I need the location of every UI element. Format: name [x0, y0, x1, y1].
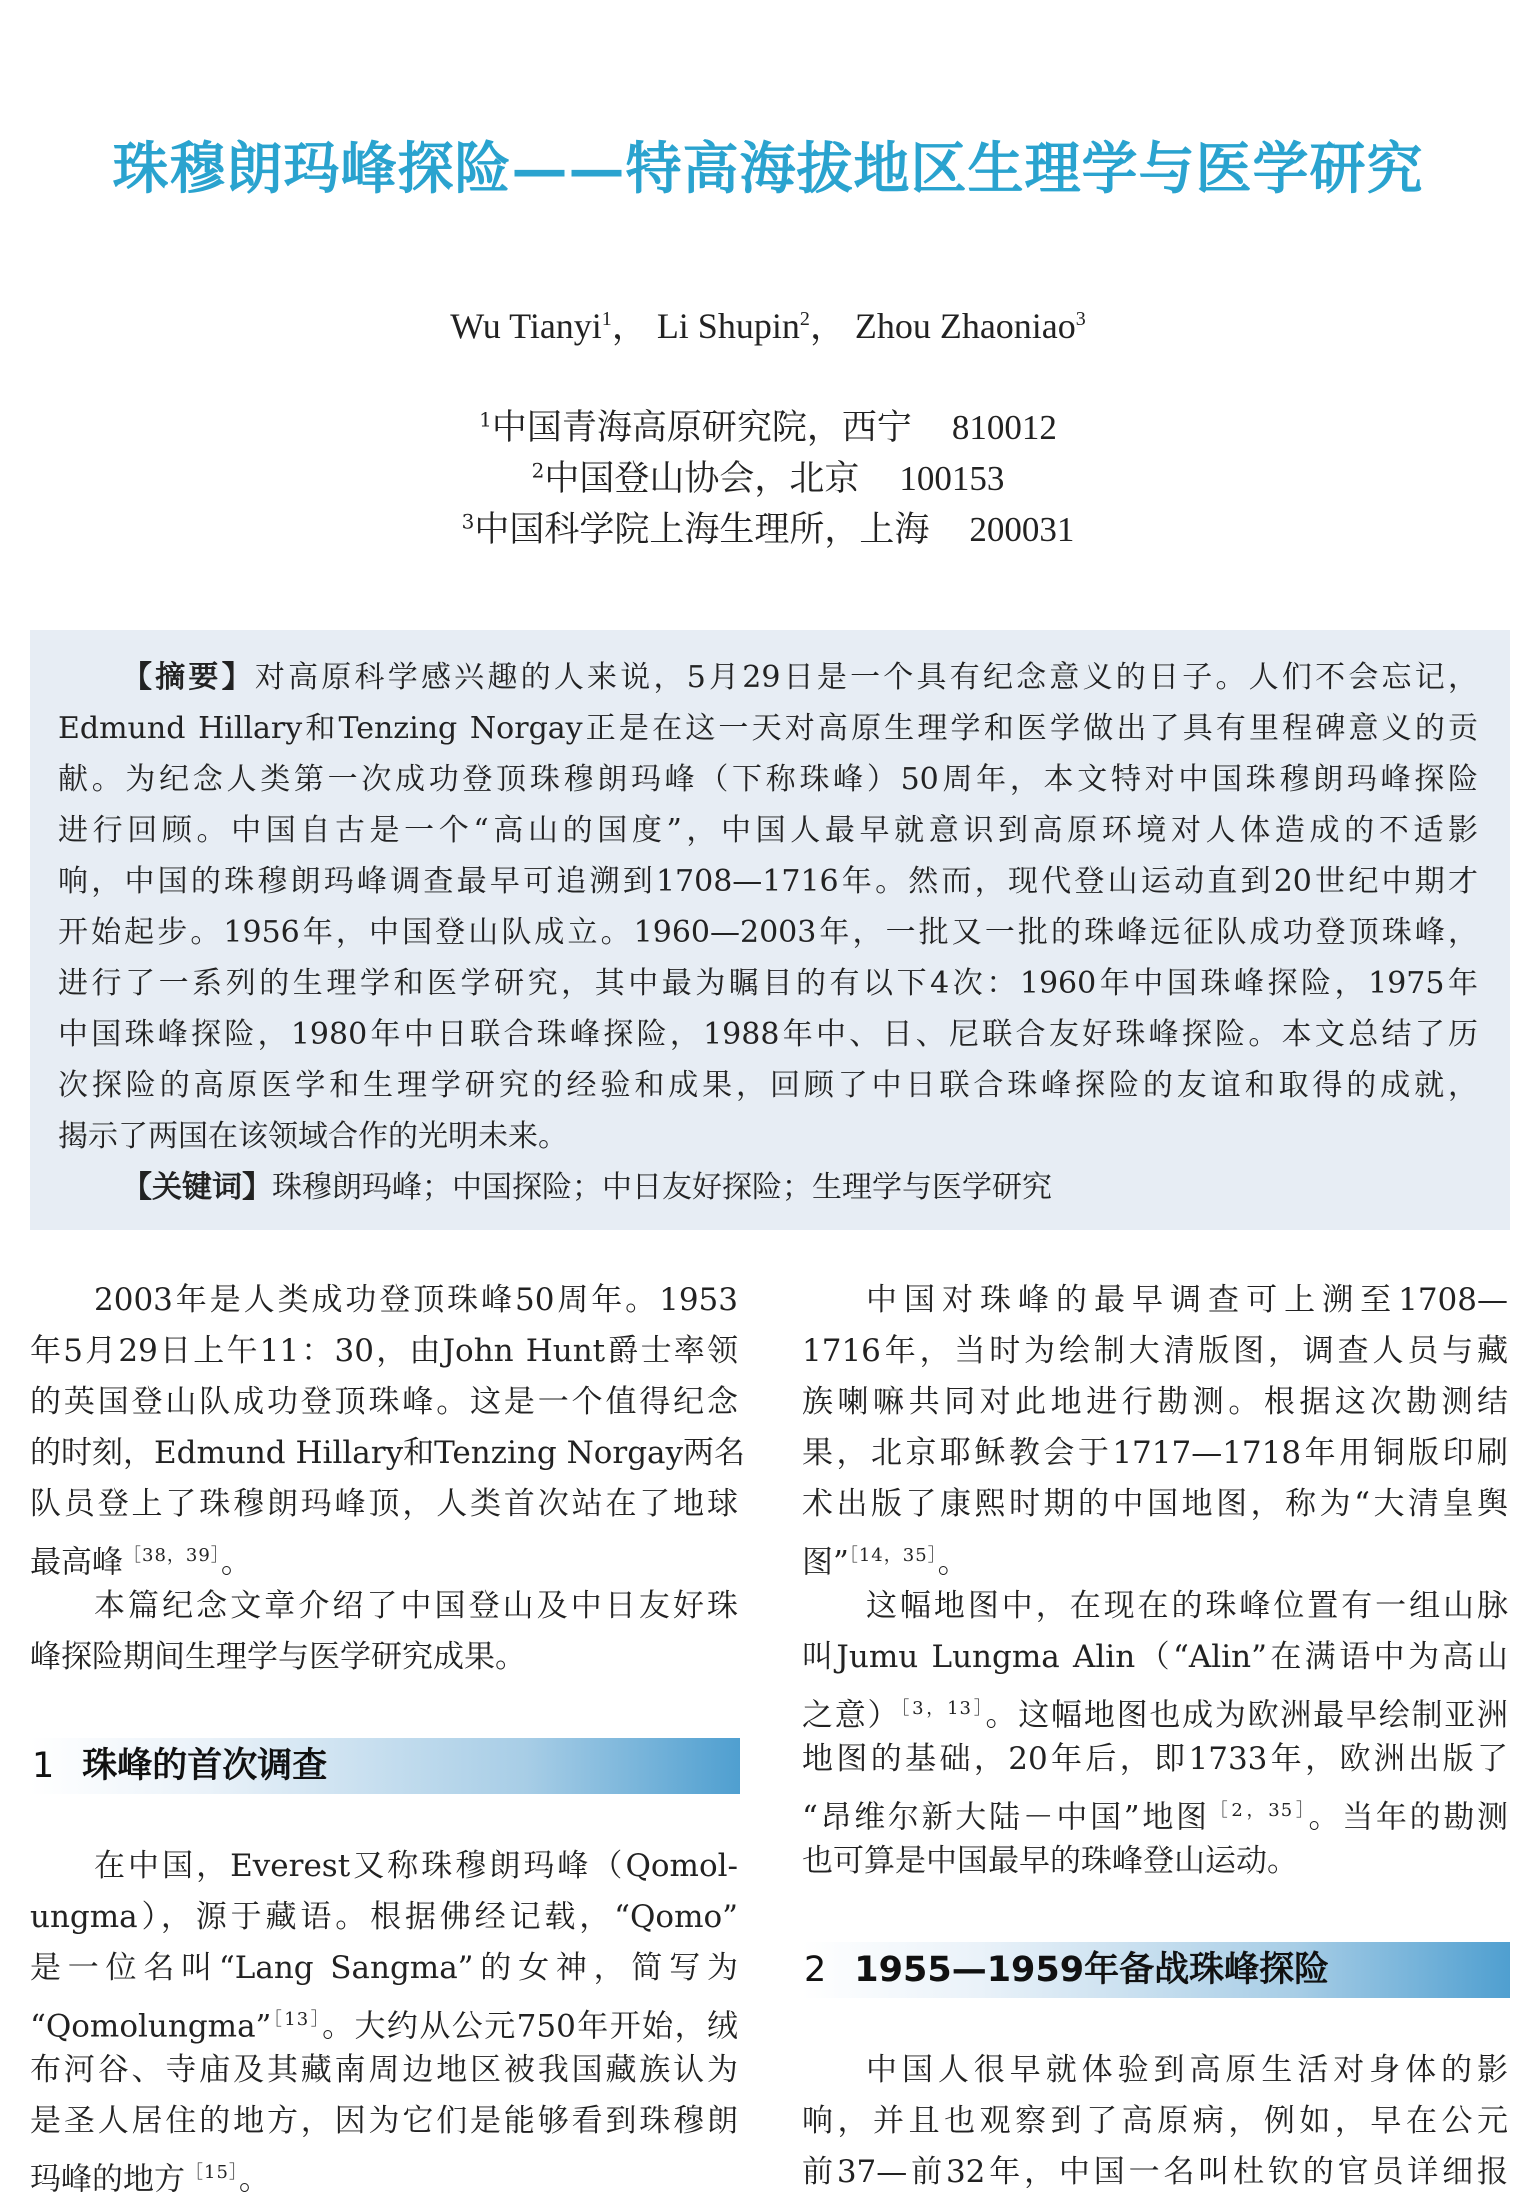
body-line: ungma），源于藏语。根据佛经记载，“Qomo” — [30, 1899, 738, 1935]
body-line: “昂维尔新大陆－中国”地图$^{[2,35]}$。当年的勘测 — [802, 1799, 1509, 1836]
body-line: 的英国登山队成功登顶珠峰。这是一个值得纪念 — [30, 1384, 738, 1420]
body-line: 这幅地图中，在现在的珠峰位置有一组山脉 — [866, 1588, 1508, 1624]
abstract-line: 进行了一系列的生理学和医学研究，其中最为瞩目的有以下4次：1960年中国珠峰探险，1975年 — [58, 966, 1478, 1001]
abstract-line: Edmund Hillary和Tenzing Norgay正是在这一天对高原生理学和医学做出了具有里程碑意义的贡 — [58, 711, 1478, 746]
abstract-line: 次探险的高原医学和生理学研究的经验和成果，回顾了中日联合珠峰探险的友谊和取得的成就， — [58, 1068, 1478, 1103]
abstract-line: 【摘要】对高原科学感兴趣的人来说，5月29日是一个具有纪念意义的日子。人们不会忘记， — [122, 660, 1478, 695]
body-line: 中国对珠峰的最早调查可上溯至1708— — [866, 1282, 1508, 1318]
abstract-line: 献。为纪念人类第一次成功登顶珠穆朗玛峰（下称珠峰）50周年，本文特对中国珠穆朗玛峰探险 — [58, 762, 1478, 797]
body-line: 地图的基础，20年后，即1733年，欧洲出版了 — [802, 1741, 1508, 1777]
body-line: 峰探险期间生理学与医学研究成果。 — [30, 1639, 526, 1675]
affiliation-3: $^3$中国科学院上海生理所，上海 200031 — [461, 509, 1075, 550]
body-line: 是一位名叫“Lang Sangma”的女神，简写为 — [30, 1950, 738, 1986]
body-line: 玛峰的地方$^{[15]}$。 — [30, 2161, 270, 2198]
body-line: 果，北京耶稣教会于1717—1718年用铜版印刷 — [802, 1435, 1508, 1471]
section-2-heading: 2 1955—1959年备战珠峰探险 — [804, 1950, 1330, 1990]
citation: ［38，39］ — [123, 1545, 221, 1566]
author-sup: 3 — [1075, 308, 1086, 330]
body-line: 族喇嘛共同对此地进行勘测。根据这次勘测结 — [802, 1384, 1508, 1420]
keywords-line — [58, 1162, 1478, 1213]
affiliation-2: $^2$中国登山协会，北京 100153 — [531, 458, 1005, 499]
abstract-line: 揭示了两国在该领域合作的光明未来。 — [58, 1119, 568, 1154]
body-line: 队员登上了珠穆朗玛峰顶，人类首次站在了地球 — [30, 1486, 738, 1522]
body-line: 本篇纪念文章介绍了中国登山及中日友好珠 — [94, 1588, 738, 1624]
section-1-heading: 1 珠峰的首次调查 — [32, 1746, 328, 1786]
body-line: 也可算是中国最早的珠峰登山运动。 — [802, 1843, 1298, 1879]
citation: ［14，35］ — [848, 1545, 938, 1566]
body-line: 的时刻，Edmund Hillary和Tenzing Norgay两名 — [30, 1435, 746, 1471]
abstract-line: 响，中国的珠穆朗玛峰调查最早可追溯到1708—1716年。然而，现代登山运动直到20世纪中期才 — [58, 864, 1478, 899]
body-line: 在中国，Everest又称珠穆朗玛峰（Qomol- — [94, 1848, 738, 1884]
abstract-label: 【摘要】 — [122, 660, 255, 695]
paper-title: 珠穆朗玛峰探险——特高海拔地区生理学与医学研究 — [112, 136, 1424, 202]
citation: ［13］ — [271, 2009, 323, 2030]
body-line: 1716年，当时为绘制大清版图，调查人员与藏 — [802, 1333, 1508, 1369]
affiliation-1: $^1$中国青海高原研究院，西宁 810012 — [479, 407, 1057, 448]
citation: ［3，13］ — [900, 1698, 986, 1719]
author-name: Zhou Zhaoniao — [854, 306, 1076, 346]
body-line: 叫Jumu Lungma Alin（“Alin”在满语中为高山 — [802, 1639, 1508, 1675]
body-line: 最高峰$^{[38,39]}$。 — [30, 1544, 252, 1581]
body-line: “Qomolungma”$^{[13]}$。大约从公元750年开始，绒 — [30, 2008, 739, 2045]
keywords: 珠穆朗玛峰；中国探险；中日友好探险；生理学与医学研究 — [272, 1170, 1052, 1205]
body-line: 响，并且也观察到了高原病，例如，早在公元 — [802, 2103, 1508, 2139]
abstract-line: 开始起步。1956年，中国登山队成立。1960—2003年，一批又一批的珠峰远征队成功登顶珠峰， — [58, 915, 1478, 950]
body-line: 布河谷、寺庙及其藏南周边地区被我国藏族认为 — [30, 2052, 738, 2088]
author-name: Li Shupin — [656, 306, 800, 346]
body-line: 中国人很早就体验到高原生活对身体的影 — [866, 2052, 1508, 2088]
author-sup: 2 — [799, 308, 810, 330]
body-line: 前37—前32年，中国一名叫杜钦的官员详细报 — [802, 2154, 1508, 2190]
body-line: 2003年是人类成功登顶珠峰50周年。1953 — [94, 1282, 738, 1318]
citation: ［2，35］ — [1209, 1800, 1309, 1821]
author-list: Wu Tianyi$^1$， Li Shupin$^2$， Zhou Zhaoniao$^3$ — [450, 306, 1086, 346]
author-name: Wu Tianyi — [450, 306, 602, 346]
author-sup: 1 — [601, 308, 612, 330]
citation: ［15］ — [185, 2162, 239, 2183]
abstract-line: 中国珠峰探险，1980年中日联合珠峰探险，1988年中、日、尼联合友好珠峰探险。本文总结了历 — [58, 1017, 1478, 1052]
body-line: 年5月29日上午11：30，由John Hunt爵士率领 — [30, 1333, 738, 1369]
abstract-line: 进行回顾。中国自古是一个“高山的国度”，中国人最早就意识到高原环境对人体造成的不适影 — [58, 813, 1478, 848]
body-line: 是圣人居住的地方，因为它们是能够看到珠穆朗 — [30, 2103, 738, 2139]
body-line: 图”$^{[14,35]}$。 — [802, 1544, 969, 1581]
body-line: 术出版了康熙时期的中国地图，称为“大清皇舆 — [802, 1486, 1508, 1522]
body-line: 之意）$^{[3,13]}$。这幅地图也成为欧洲最早绘制亚洲 — [802, 1697, 1509, 1734]
keywords-label: 【关键词】 — [122, 1170, 272, 1205]
